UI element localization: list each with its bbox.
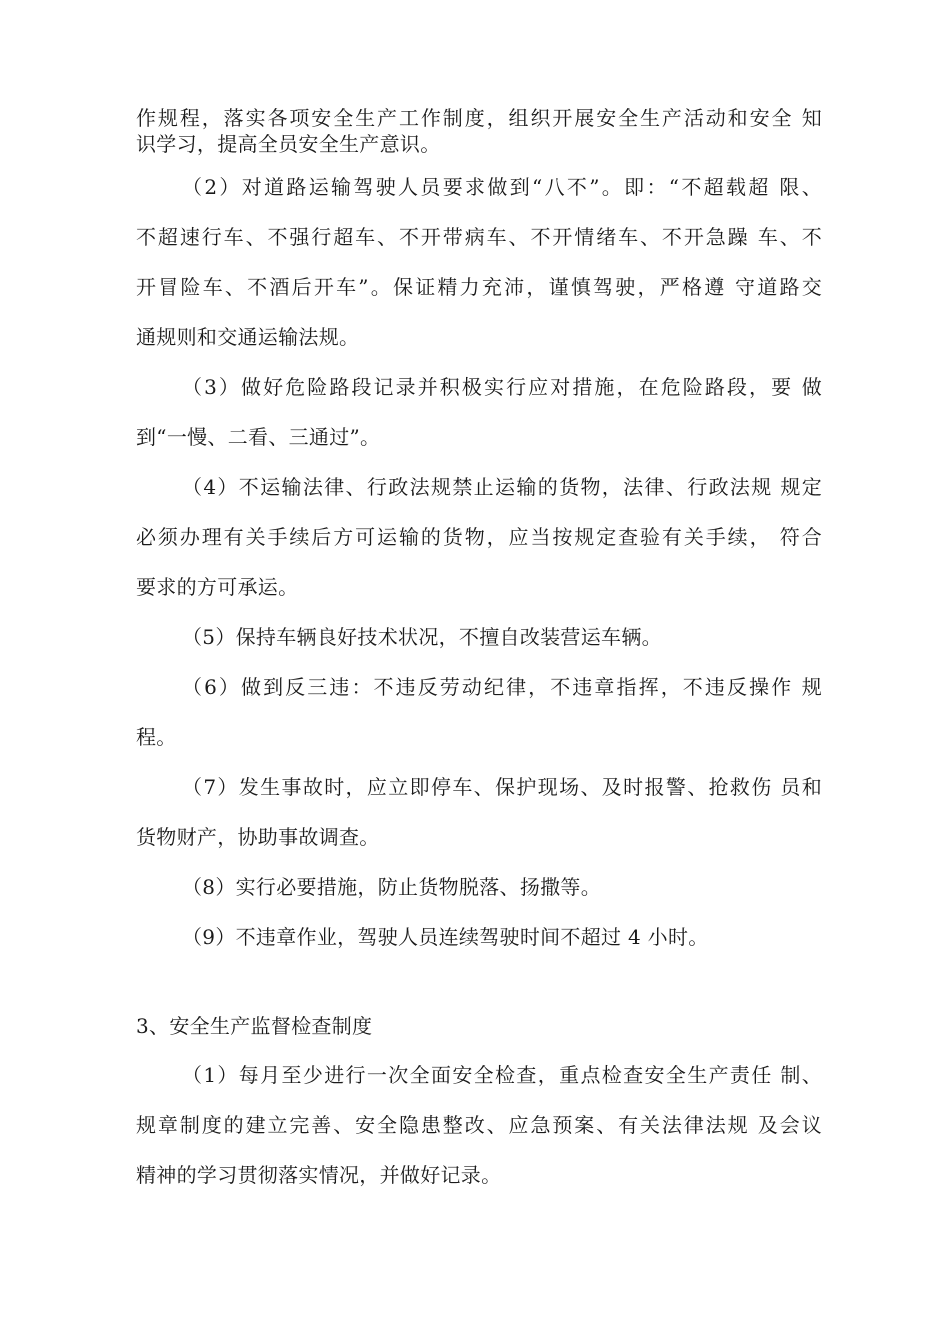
text-line: 必须办理有关手续后方可运输的货物，应当按规定查验有关手续， 符合 bbox=[136, 525, 822, 549]
text-line: （6）做到反三违：不违反劳动纪律，不违章指挥，不违反操作 规 bbox=[182, 675, 822, 699]
text-line: 货物财产，协助事故调查。 bbox=[136, 825, 380, 849]
text-line: （2）对道路运输驾驶人员要求做到“八不”。即：“不超载超 限、 bbox=[182, 175, 822, 199]
text-line: 要求的方可承运。 bbox=[136, 575, 299, 599]
text-line: 不超速行车、不强行超车、不开带病车、不开情绪车、不开急躁 车、不 bbox=[136, 225, 822, 249]
text-line: （8）实行必要措施，防止货物脱落、扬撒等。 bbox=[182, 875, 602, 899]
text-line: 程。 bbox=[136, 725, 177, 749]
text-line: 规章制度的建立完善、安全隐患整改、应急预案、有关法律法规 及会议 bbox=[136, 1113, 822, 1137]
text-line: （5）保持车辆良好技术状况，不擅自改装营运车辆。 bbox=[182, 625, 662, 649]
text-line: 识学习，提高全员安全生产意识。 bbox=[136, 132, 441, 156]
text-line: （3）做好危险路段记录并积极实行应对措施，在危险路段，要 做 bbox=[182, 375, 822, 399]
text-line: 精神的学习贯彻落实情况，并做好记录。 bbox=[136, 1163, 502, 1187]
text-line: （4）不运输法律、行政法规禁止运输的货物，法律、行政法规 规定 bbox=[182, 475, 822, 499]
text-line: 开冒险车、不酒后开车”。保证精力充沛，谨慎驾驶，严格遵 守道路交 bbox=[136, 275, 822, 299]
text-line: （7）发生事故时，应立即停车、保护现场、及时报警、抢救伤 员和 bbox=[182, 775, 822, 799]
text-line: 到“一慢、二看、三通过”。 bbox=[136, 425, 381, 449]
text-line: （1）每月至少进行一次全面安全检查，重点检查安全生产责任 制、 bbox=[182, 1063, 822, 1087]
text-line: 通规则和交通运输法规。 bbox=[136, 325, 360, 349]
text-line: （9）不违章作业，驾驶人员连续驾驶时间不超过 4 小时。 bbox=[182, 925, 709, 949]
section-heading: 3、安全生产监督检查制度 bbox=[136, 1014, 373, 1038]
text-line: 作规程，落实各项安全生产工作制度，组织开展安全生产活动和安全 知 bbox=[136, 106, 822, 130]
